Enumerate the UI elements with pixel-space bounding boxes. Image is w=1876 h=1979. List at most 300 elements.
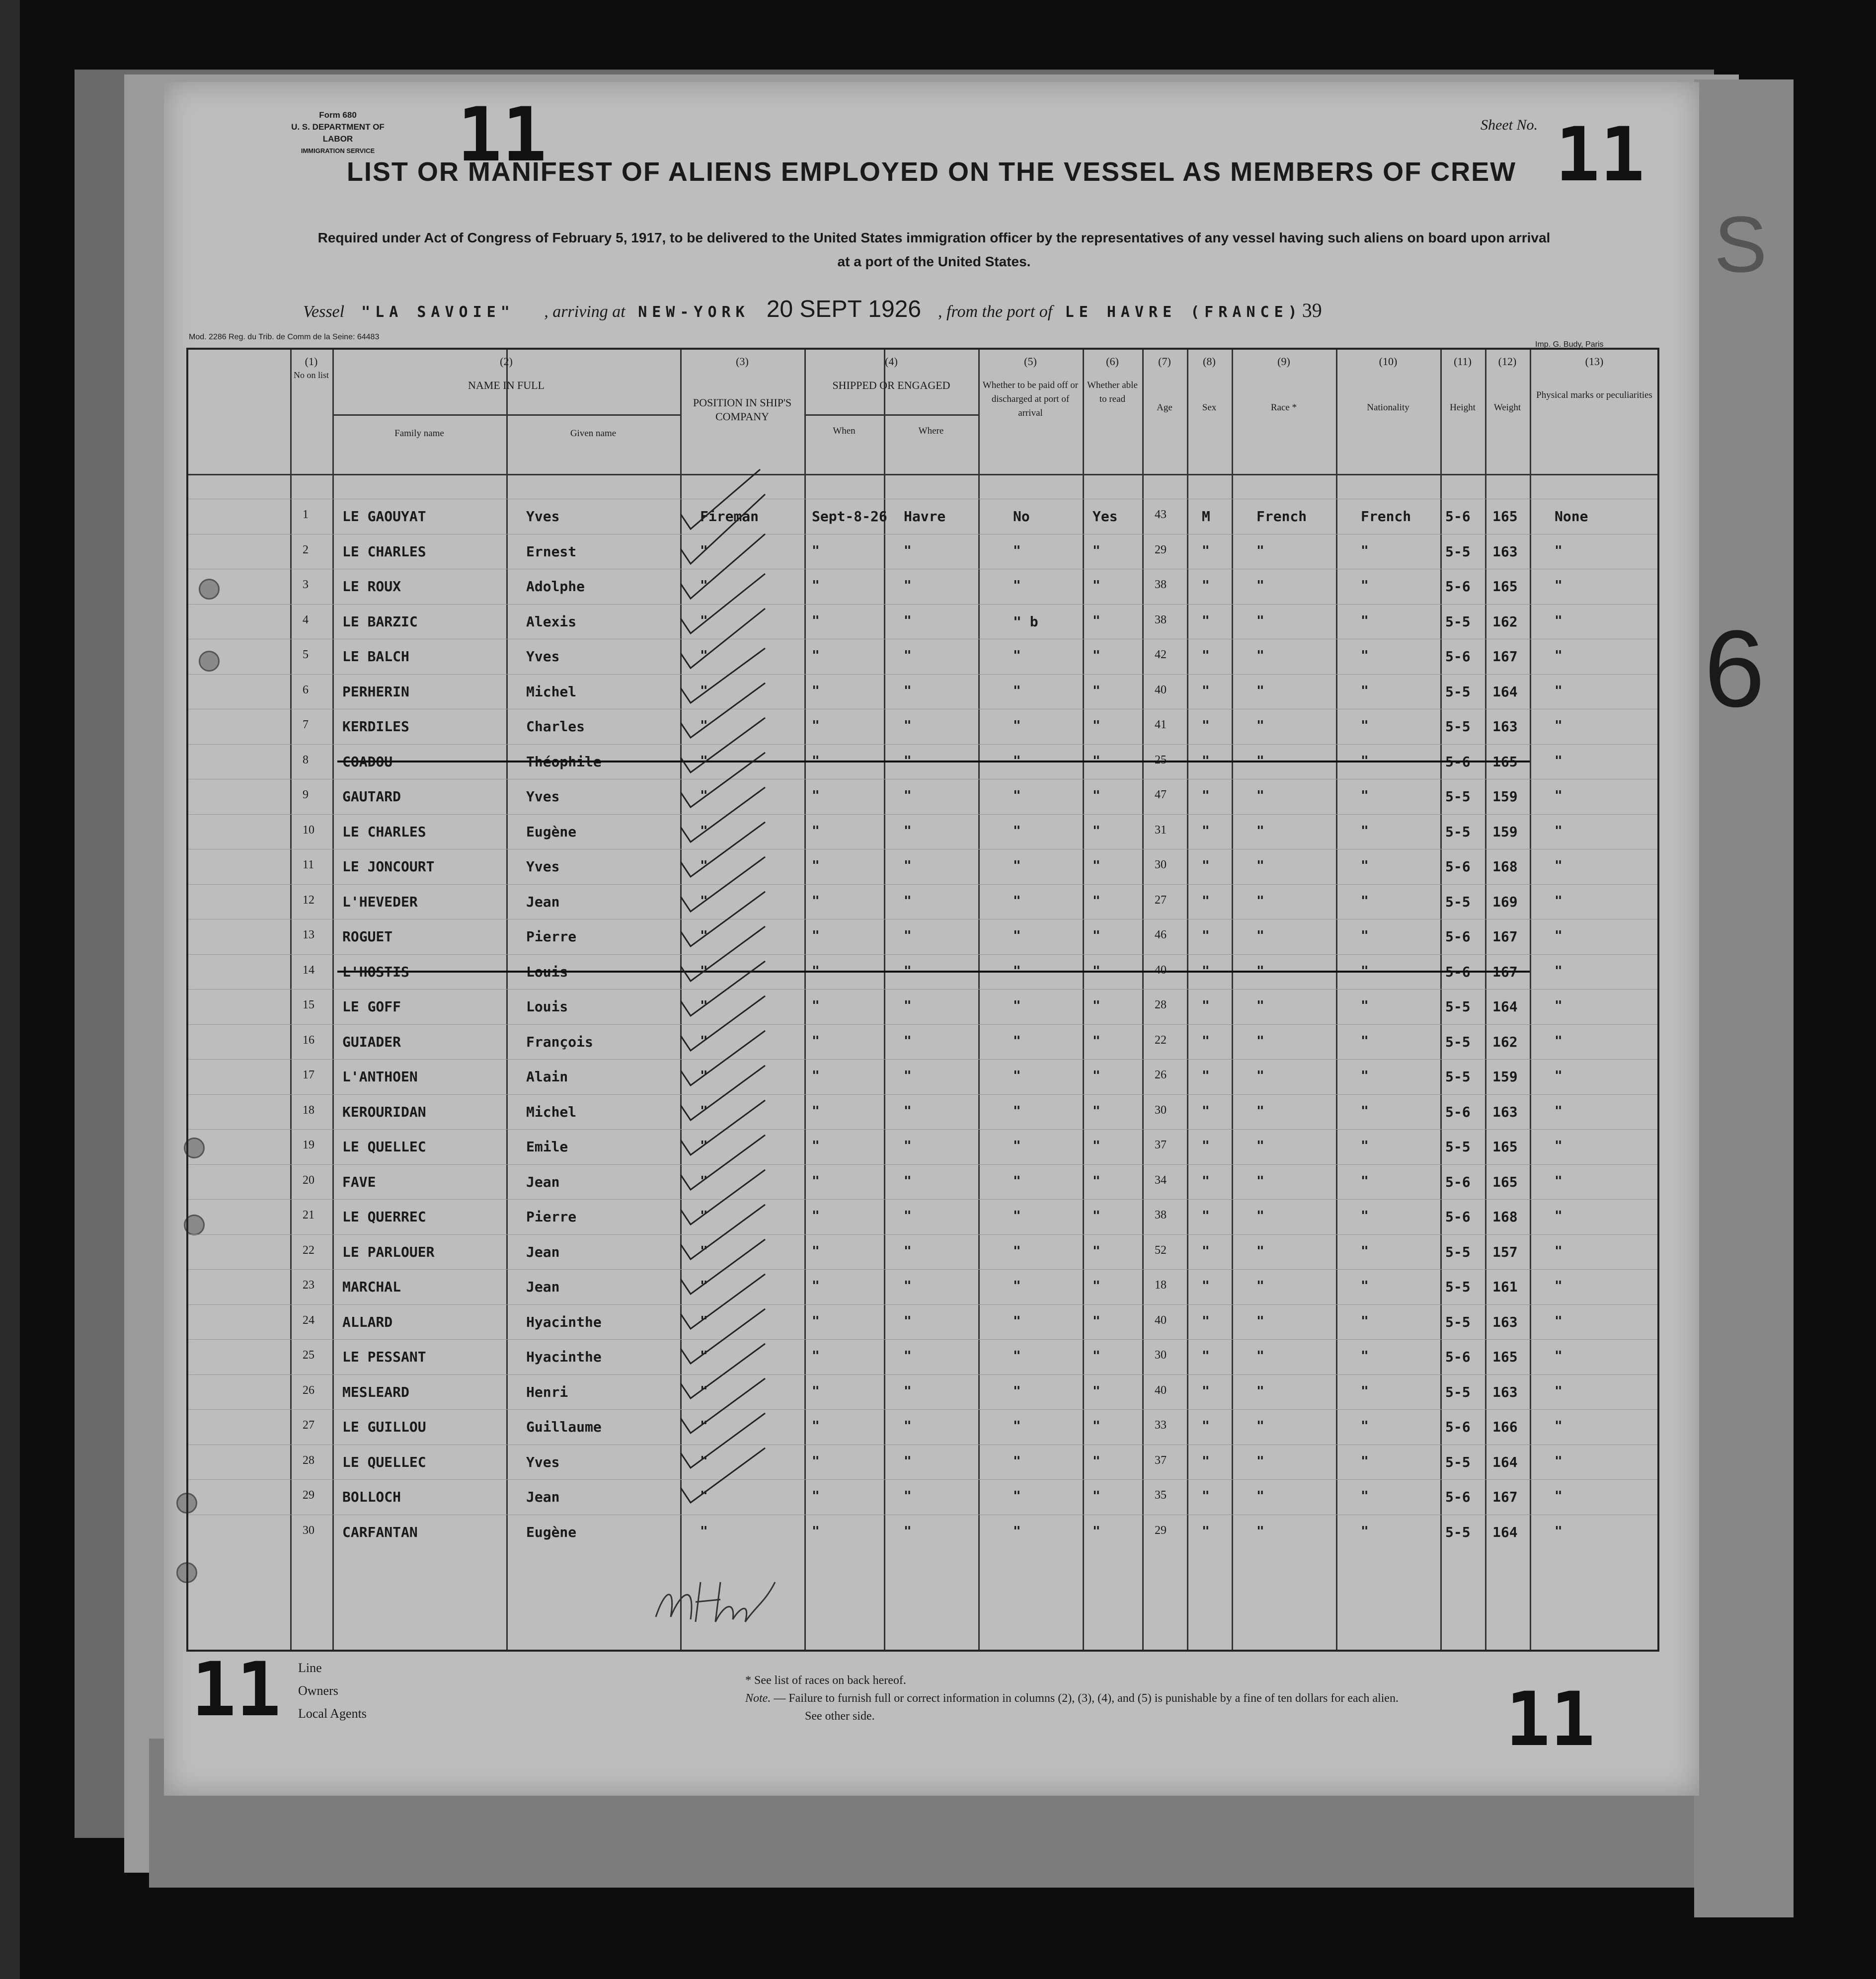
cell-age: 43 — [1155, 508, 1167, 521]
cell-read: " — [1093, 1523, 1100, 1539]
cell-when: " — [812, 718, 820, 733]
cell-read: " — [1093, 893, 1100, 909]
cell-age: 40 — [1155, 683, 1167, 696]
cell-height: 5-6 — [1445, 928, 1471, 945]
cell-where: " — [904, 578, 912, 593]
cell-age: 34 — [1155, 1173, 1167, 1187]
cell-weight: 164 — [1492, 1453, 1518, 1470]
cell-paid: " — [1013, 1453, 1021, 1469]
cell-family: PERHERIN — [342, 683, 409, 700]
cell-nationality: " — [1361, 753, 1369, 768]
cell-given: Yves — [526, 648, 560, 665]
vessel-label: Vessel — [303, 303, 345, 321]
footer-labels — [298, 1657, 367, 1725]
cell-height: 5-5 — [1445, 1313, 1471, 1330]
cell-race: " — [1256, 858, 1264, 873]
cell-where: " — [904, 1279, 912, 1294]
cell-where: " — [904, 1173, 912, 1189]
cell-when: " — [812, 998, 820, 1013]
cell-given: Jean — [526, 1173, 560, 1190]
cell-read: " — [1093, 1313, 1100, 1329]
cell-age: 42 — [1155, 648, 1167, 661]
cell-age: 40 — [1155, 1383, 1167, 1397]
table-row — [188, 604, 1657, 639]
cell-nationality: " — [1361, 578, 1369, 593]
footer-note — [745, 1672, 1441, 1725]
cell-position: " — [700, 858, 708, 873]
owners-label: Owners — [298, 1683, 338, 1698]
cell-marks: " — [1555, 1279, 1563, 1294]
cell-read: " — [1093, 1349, 1100, 1364]
cell-read: " — [1093, 1243, 1100, 1259]
cell-nationality: " — [1361, 1489, 1369, 1504]
cell-paid: " — [1013, 963, 1021, 979]
cell-height: 5-6 — [1445, 858, 1471, 875]
cell-paid: " — [1013, 893, 1021, 909]
vessel-name: "LA SAVOIE" — [361, 304, 515, 321]
cell-paid: " — [1013, 1383, 1021, 1399]
cell-paid: " — [1013, 683, 1021, 698]
cell-where: " — [904, 683, 912, 698]
cell-position: " — [700, 788, 708, 803]
cell-sex: " — [1202, 1419, 1210, 1434]
header-height: (11) Height — [1450, 355, 1476, 413]
cell-weight: 165 — [1492, 508, 1518, 525]
cell-family: LE QUELLEC — [342, 1139, 426, 1155]
cell-no: 15 — [303, 998, 314, 1011]
cell-where: " — [904, 1349, 912, 1364]
cell-sex: " — [1202, 1173, 1210, 1189]
table-row — [188, 884, 1657, 919]
cell-age: 22 — [1155, 1033, 1167, 1047]
cell-sex: " — [1202, 1349, 1210, 1364]
cell-paid: " — [1013, 1103, 1021, 1119]
cell-sex: " — [1202, 578, 1210, 593]
cell-position: " — [700, 1383, 708, 1399]
cell-age: 28 — [1155, 998, 1167, 1011]
cell-sex: " — [1202, 1453, 1210, 1469]
cell-height: 5-5 — [1445, 1068, 1471, 1085]
cell-weight: 161 — [1492, 1279, 1518, 1295]
cell-marks: " — [1555, 1139, 1563, 1153]
cell-where: " — [904, 1209, 912, 1223]
cell-where: " — [904, 823, 912, 838]
stamp-number-top-right: 11 — [1555, 112, 1645, 198]
cell-given: François — [526, 1033, 593, 1050]
cell-sex: " — [1202, 1243, 1210, 1259]
cell-sex: " — [1202, 858, 1210, 873]
table-row — [188, 1024, 1657, 1060]
cell-race: " — [1256, 1173, 1264, 1189]
cell-where: " — [904, 858, 912, 873]
service-name: IMMIGRATION SERVICE — [301, 147, 375, 154]
cell-weight: 163 — [1492, 543, 1518, 560]
cell-position: " — [700, 963, 708, 979]
cell-given: Michel — [526, 1103, 577, 1120]
cell-race: " — [1256, 543, 1264, 558]
cell-weight: 163 — [1492, 1103, 1518, 1120]
cell-height: 5-6 — [1445, 963, 1471, 980]
cell-no: 21 — [303, 1209, 314, 1221]
cell-no: 3 — [303, 578, 309, 591]
cell-given: Hyacinthe — [526, 1349, 602, 1365]
arriving-port: NEW-YORK — [638, 304, 750, 321]
cell-read: " — [1093, 1279, 1100, 1294]
cell-when: " — [812, 1383, 820, 1399]
cell-position: " — [700, 1453, 708, 1469]
see-other-side: See other side. — [805, 1710, 875, 1723]
table-row — [188, 814, 1657, 849]
cell-weight: 165 — [1492, 1349, 1518, 1365]
cell-sex: " — [1202, 1313, 1210, 1329]
header-sex: (8) Sex — [1202, 355, 1217, 413]
printer-imprint: Imp. G. Budy, Paris — [1535, 340, 1604, 349]
cell-position: " — [700, 648, 708, 663]
cell-paid: " — [1013, 753, 1021, 768]
cell-paid: " — [1013, 578, 1021, 593]
cell-position: " — [700, 1243, 708, 1259]
cell-no: 5 — [303, 648, 309, 661]
cell-when: " — [812, 1209, 820, 1223]
table-row — [188, 1129, 1657, 1164]
vessel-line — [303, 296, 1694, 323]
cell-read: Yes — [1093, 508, 1118, 525]
cell-age: 33 — [1155, 1419, 1167, 1432]
table-row — [188, 1094, 1657, 1130]
header-physical-marks: (13) Physical marks or peculiarities — [1536, 355, 1652, 400]
races-note: * See list of races on back hereof. — [745, 1674, 906, 1687]
cell-weight: 164 — [1492, 998, 1518, 1015]
cell-sex: " — [1202, 1523, 1210, 1539]
cell-family: L'HOSTIS — [342, 963, 409, 980]
cell-when: " — [812, 1523, 820, 1539]
cell-height: 5-5 — [1445, 1523, 1471, 1540]
cell-no: 18 — [303, 1103, 314, 1117]
cell-race: French — [1256, 508, 1307, 525]
cell-paid: " b — [1013, 613, 1038, 630]
cell-nationality: " — [1361, 823, 1369, 838]
cell-read: " — [1093, 578, 1100, 593]
cell-sex: " — [1202, 648, 1210, 663]
cell-paid: " — [1013, 1209, 1021, 1223]
cell-marks: " — [1555, 1068, 1563, 1083]
cell-given: Pierre — [526, 1209, 577, 1225]
table-row — [188, 709, 1657, 744]
cell-race: " — [1256, 1243, 1264, 1259]
cell-paid: No — [1013, 508, 1030, 525]
header-divider — [188, 474, 1657, 475]
cell-paid: " — [1013, 1033, 1021, 1049]
cell-where: " — [904, 1453, 912, 1469]
cell-no: 1 — [303, 508, 309, 521]
cell-read: " — [1093, 1139, 1100, 1153]
cell-marks: " — [1555, 1523, 1563, 1539]
cell-nationality: " — [1361, 858, 1369, 873]
cell-where: " — [904, 1068, 912, 1083]
cell-where: " — [904, 1419, 912, 1434]
cell-read: " — [1093, 788, 1100, 803]
cell-where: " — [904, 1243, 912, 1259]
cell-read: " — [1093, 1033, 1100, 1049]
table-row — [188, 779, 1657, 814]
cell-read: " — [1093, 1383, 1100, 1399]
cell-marks: " — [1555, 683, 1563, 698]
cell-family: LE JONCOURT — [342, 858, 435, 875]
cell-sex: " — [1202, 683, 1210, 698]
cell-sex: " — [1202, 1209, 1210, 1223]
cell-nationality: French — [1361, 508, 1411, 525]
cell-weight: 168 — [1492, 858, 1518, 875]
cell-given: Pierre — [526, 928, 577, 945]
cell-marks: " — [1555, 928, 1563, 943]
cell-paid: " — [1013, 1313, 1021, 1329]
table-row — [188, 674, 1657, 709]
cell-height: 5-6 — [1445, 1103, 1471, 1120]
cell-age: 38 — [1155, 1209, 1167, 1221]
cell-where: " — [904, 1383, 912, 1399]
cell-read: " — [1093, 1068, 1100, 1083]
cell-family: L'HEVEDER — [342, 893, 418, 910]
cell-nationality: " — [1361, 1523, 1369, 1539]
cell-height: 5-6 — [1445, 648, 1471, 665]
cell-sex: " — [1202, 543, 1210, 558]
cell-nationality: " — [1361, 1209, 1369, 1223]
cell-no: 7 — [303, 718, 309, 731]
mod-registration-line: Mod. 2286 Reg. du Trib. de Comm de la Seine: 64483 — [189, 333, 380, 341]
cell-no: 22 — [303, 1243, 314, 1257]
cell-weight: 166 — [1492, 1419, 1518, 1435]
cell-given: Louis — [526, 998, 568, 1015]
cell-nationality: " — [1361, 1419, 1369, 1434]
cell-race: " — [1256, 1033, 1264, 1049]
cell-race: " — [1256, 1139, 1264, 1153]
cell-where: Havre — [904, 508, 946, 525]
cell-height: 5-5 — [1445, 1033, 1471, 1050]
cell-nationality: " — [1361, 1313, 1369, 1329]
table-row — [188, 954, 1657, 990]
cell-family: GAUTARD — [342, 788, 401, 805]
table-row — [188, 1304, 1657, 1340]
cell-race: " — [1256, 1489, 1264, 1504]
cell-no: 17 — [303, 1068, 314, 1081]
cell-age: 37 — [1155, 1453, 1167, 1467]
cell-where: " — [904, 928, 912, 943]
cell-weight: 165 — [1492, 753, 1518, 770]
cell-nationality: " — [1361, 1453, 1369, 1469]
cell-sex: " — [1202, 998, 1210, 1013]
cell-where: " — [904, 718, 912, 733]
cell-no: 2 — [303, 543, 309, 556]
cell-read: " — [1093, 1173, 1100, 1189]
cell-race: " — [1256, 1453, 1264, 1469]
cell-read: " — [1093, 928, 1100, 943]
from-label: , from the port of — [938, 303, 1053, 321]
manifest-sheet — [164, 82, 1699, 1796]
cell-sex: " — [1202, 893, 1210, 909]
cell-age: 29 — [1155, 543, 1167, 556]
cell-position: " — [700, 1279, 708, 1294]
cell-weight: 169 — [1492, 893, 1518, 910]
cell-when: " — [812, 1173, 820, 1189]
cell-no: 11 — [303, 858, 314, 871]
cell-age: 27 — [1155, 893, 1167, 907]
cell-read: " — [1093, 1103, 1100, 1119]
cell-family: LE GAOUYAT — [342, 508, 426, 525]
cell-no: 6 — [303, 683, 309, 696]
cell-weight: 165 — [1492, 578, 1518, 595]
cell-marks: " — [1555, 613, 1563, 628]
cell-no: 12 — [303, 893, 314, 907]
table-row — [188, 919, 1657, 954]
cell-race: " — [1256, 753, 1264, 768]
cell-age: 35 — [1155, 1489, 1167, 1502]
cell-family: LE GUILLOU — [342, 1419, 426, 1435]
cell-family: KERDILES — [342, 718, 409, 735]
cell-no: 4 — [303, 613, 309, 626]
cell-no: 30 — [303, 1523, 314, 1537]
cell-when: " — [812, 578, 820, 593]
cell-marks: " — [1555, 1033, 1563, 1049]
cell-position: " — [700, 1033, 708, 1049]
left-dark-edge — [0, 0, 20, 1979]
cell-when: " — [812, 1068, 820, 1083]
table-row — [188, 989, 1657, 1024]
cell-marks: " — [1555, 858, 1563, 873]
cell-paid: " — [1013, 928, 1021, 943]
arriving-label: , arriving at — [544, 303, 625, 321]
cell-age: 46 — [1155, 928, 1167, 941]
cell-given: Louis — [526, 963, 568, 980]
cell-race: " — [1256, 1523, 1264, 1539]
cell-position: " — [700, 1209, 708, 1223]
table-row — [188, 1339, 1657, 1374]
cell-height: 5-6 — [1445, 753, 1471, 770]
cell-age: 30 — [1155, 1349, 1167, 1362]
cell-when: " — [812, 823, 820, 838]
table-row — [188, 1374, 1657, 1410]
line-label: Line — [298, 1661, 322, 1675]
cell-when: " — [812, 1139, 820, 1153]
cell-position: " — [700, 718, 708, 733]
handwritten-number: 39 — [1302, 299, 1322, 321]
cell-position: " — [700, 1103, 708, 1119]
cell-height: 5-6 — [1445, 1209, 1471, 1225]
cell-marks: " — [1555, 1349, 1563, 1364]
cell-given: Jean — [526, 1489, 560, 1505]
cell-sex: " — [1202, 718, 1210, 733]
cell-height: 5-6 — [1445, 1173, 1471, 1190]
cell-position: " — [700, 1313, 708, 1329]
cell-marks: None — [1555, 508, 1588, 525]
cell-nationality: " — [1361, 1103, 1369, 1119]
stamp-number-bottom-left: 11 — [191, 1647, 281, 1733]
stamp-number-bottom-right: 11 — [1505, 1676, 1595, 1763]
cell-where: " — [904, 963, 912, 979]
cell-given: Emile — [526, 1139, 568, 1155]
stamp-number-top-left: 11 — [457, 92, 547, 178]
cell-given: Hyacinthe — [526, 1313, 602, 1330]
cell-given: Yves — [526, 788, 560, 805]
cell-given: Adolphe — [526, 578, 585, 595]
cell-no: 8 — [303, 753, 309, 766]
cell-marks: " — [1555, 998, 1563, 1013]
cell-position: " — [700, 1523, 708, 1539]
cell-paid: " — [1013, 1173, 1021, 1189]
cell-family: LE BARZIC — [342, 613, 418, 630]
cell-family: LE GOFF — [342, 998, 401, 1015]
cell-no: 26 — [303, 1383, 314, 1397]
cell-paid: " — [1013, 1523, 1021, 1539]
cell-race: " — [1256, 928, 1264, 943]
cell-height: 5-5 — [1445, 1279, 1471, 1295]
table-row — [188, 1269, 1657, 1304]
adjacent-page-strip — [1694, 79, 1794, 1917]
cell-race: " — [1256, 613, 1264, 628]
cell-sex: " — [1202, 788, 1210, 803]
crew-manifest-table — [186, 348, 1659, 1652]
cell-position: " — [700, 1489, 708, 1504]
cell-marks: " — [1555, 1103, 1563, 1119]
cell-race: " — [1256, 683, 1264, 698]
cell-no: 9 — [303, 788, 309, 801]
cell-nationality: " — [1361, 1243, 1369, 1259]
cell-weight: 167 — [1492, 648, 1518, 665]
cell-height: 5-5 — [1445, 543, 1471, 560]
cell-given: Yves — [526, 508, 560, 525]
cell-weight: 157 — [1492, 1243, 1518, 1260]
cell-where: " — [904, 1489, 912, 1504]
cell-height: 5-5 — [1445, 1453, 1471, 1470]
cell-no: 24 — [303, 1313, 314, 1327]
table-row — [188, 1445, 1657, 1480]
cell-height: 5-5 — [1445, 683, 1471, 700]
cell-weight: 162 — [1492, 1033, 1518, 1050]
cell-no: 23 — [303, 1279, 314, 1292]
cell-weight: 167 — [1492, 1489, 1518, 1505]
cell-nationality: " — [1361, 1068, 1369, 1083]
cell-family: LE ROUX — [342, 578, 401, 595]
cell-race: " — [1256, 1209, 1264, 1223]
cell-weight: 162 — [1492, 613, 1518, 630]
cell-marks: " — [1555, 648, 1563, 663]
cell-position: " — [700, 928, 708, 943]
cell-marks: " — [1555, 718, 1563, 733]
cell-given: Jean — [526, 1279, 560, 1295]
cell-read: " — [1093, 858, 1100, 873]
cell-given: Henri — [526, 1383, 568, 1400]
cell-family: KEROURIDAN — [342, 1103, 426, 1120]
cell-sex: " — [1202, 613, 1210, 628]
cell-position: " — [700, 823, 708, 838]
requirement-text: Required under Act of Congress of February 5, 1917, to be delivered to the United States immigration officer by the representatives of any vessel having such aliens on board upon arrival at a port of the United States. — [317, 230, 1551, 269]
cell-sex: " — [1202, 1033, 1210, 1049]
cell-nationality: " — [1361, 718, 1369, 733]
cell-sex: " — [1202, 1383, 1210, 1399]
cell-height: 5-6 — [1445, 1419, 1471, 1435]
cell-height: 5-5 — [1445, 613, 1471, 630]
header-weight: (12) Weight — [1493, 355, 1521, 413]
cell-family: LE CHARLES — [342, 823, 426, 840]
cell-paid: " — [1013, 1489, 1021, 1504]
header-paid-off: (5) Whether to be paid off or discharged at port of arrival — [982, 355, 1079, 418]
cell-position: " — [700, 893, 708, 909]
cell-when: " — [812, 1313, 820, 1329]
cell-position: Fireman — [700, 508, 759, 525]
cell-when: " — [812, 1489, 820, 1504]
cell-marks: " — [1555, 1243, 1563, 1259]
cell-read: " — [1093, 823, 1100, 838]
cell-when: " — [812, 1349, 820, 1364]
